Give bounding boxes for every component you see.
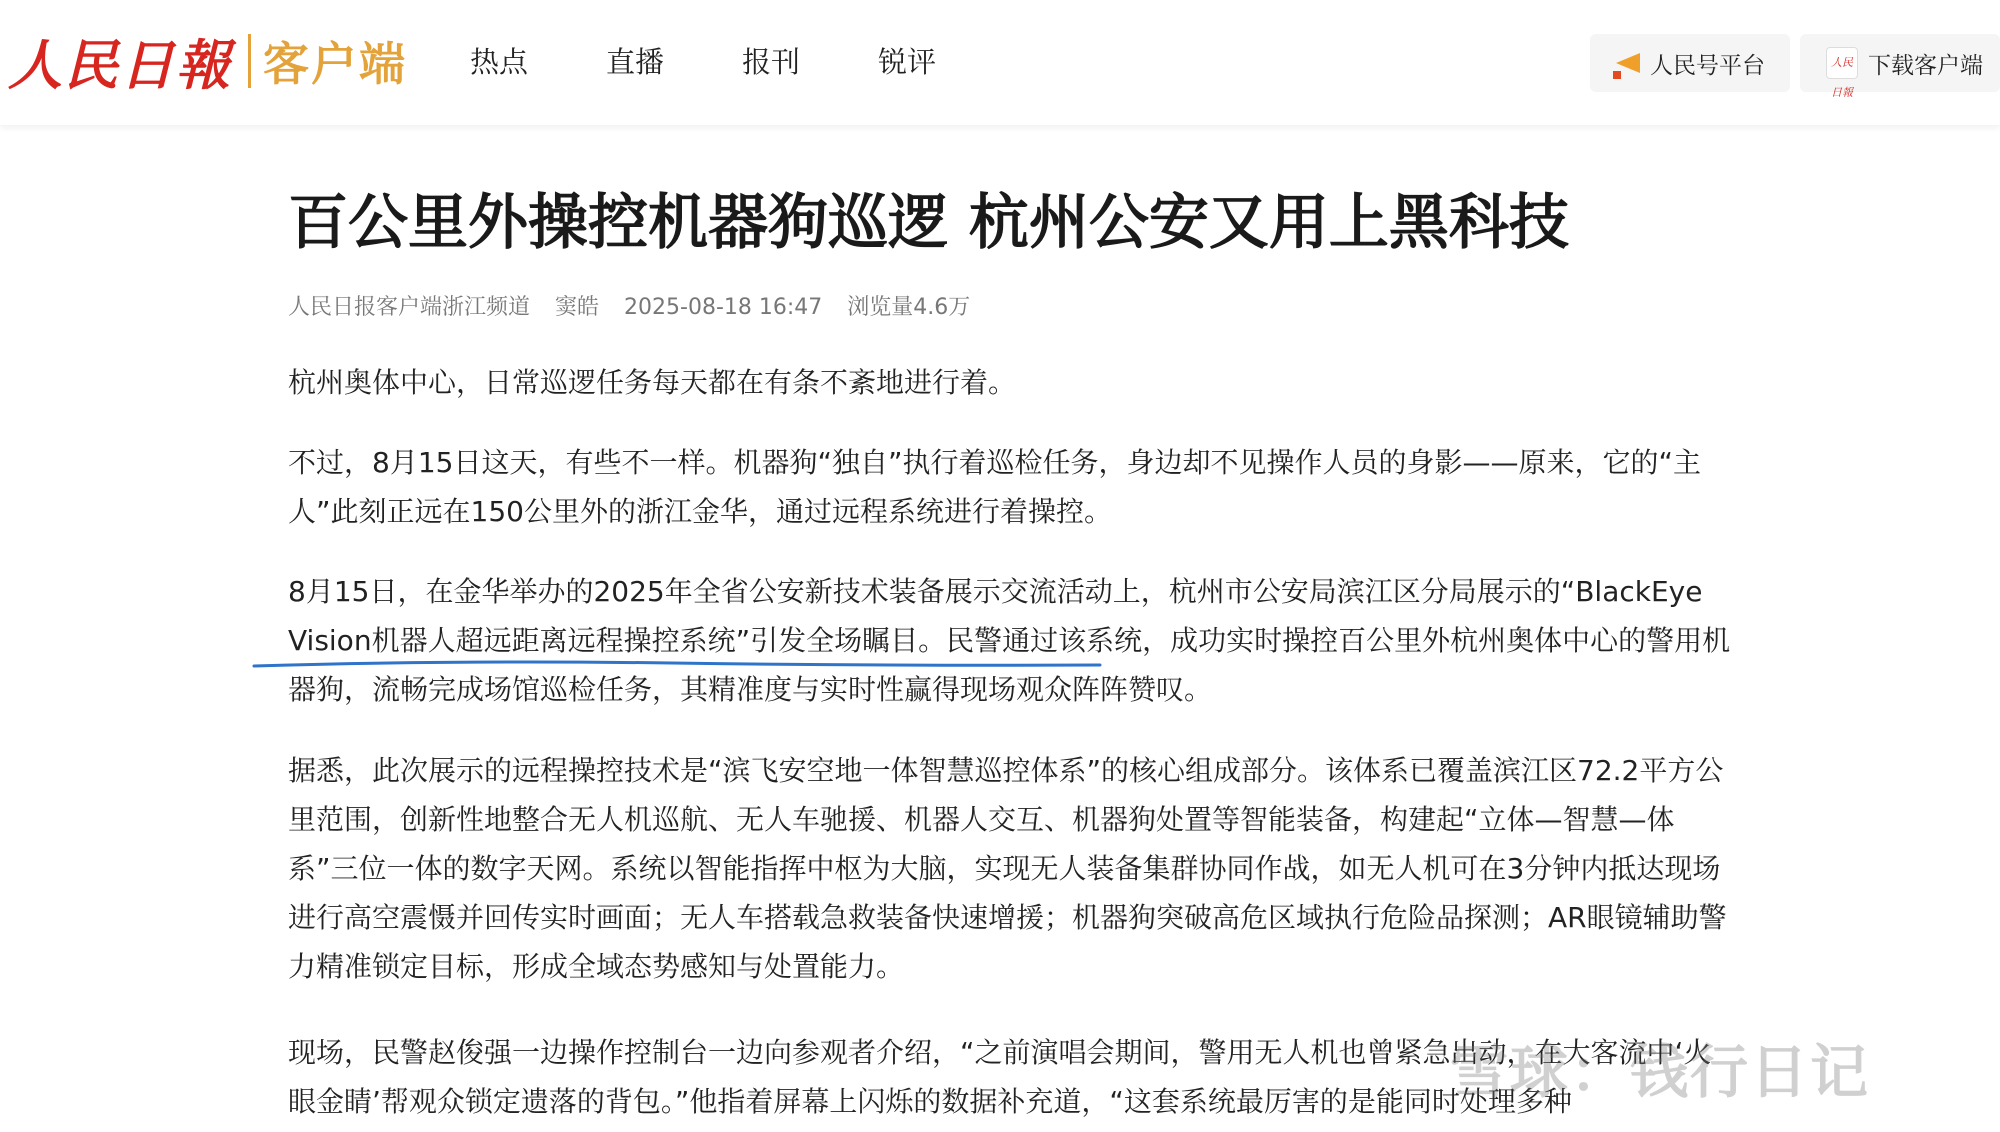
nav-item-live[interactable]: 直播 (606, 45, 665, 79)
logo-divider (248, 34, 251, 88)
app-icon: 人民日報 (1826, 47, 1858, 79)
top-header (0, 0, 2000, 125)
logo-main-text: 人民日報 (8, 32, 232, 97)
article-views: 浏览量4.6万 (847, 295, 971, 320)
download-button[interactable] (1800, 34, 2000, 99)
logo-sub-text: 客户端 (263, 37, 407, 91)
watermark: 雪球：钱行日记 (1450, 1038, 1871, 1106)
download-button-label: 下载客户端 (1868, 52, 1983, 79)
article-paragraph: 不过，8月15日这天，有些不一样。机器狗“独自”执行着巡检任务，身边却不见操作人员的身影——原来，它的“主人”此刻正远在150公里外的浙江金华，通过远程系统进行着操控。 (288, 446, 1701, 528)
main-nav (470, 40, 1014, 81)
nav-item-newspaper[interactable]: 报刊 (742, 45, 801, 79)
hand-drawn-underline (252, 658, 1102, 670)
article-author: 窦皓 (555, 295, 600, 320)
platform-button-label: 人民号平台 (1650, 52, 1765, 79)
nav-item-commentary[interactable]: 锐评 (878, 45, 937, 79)
article-title: 百公里外操控机器狗巡逻 杭州公安又用上黑科技 (288, 188, 1569, 258)
brand-logo[interactable] (8, 26, 407, 96)
platform-button[interactable] (1590, 34, 1790, 92)
nav-item-hot[interactable]: 热点 (470, 45, 529, 79)
megaphone-icon (1616, 53, 1640, 73)
article-meta (288, 290, 988, 321)
article-paragraph: 据悉，此次展示的远程操控技术是“滨飞安空地一体智慧巡控体系”的核心组成部分。该体系已覆盖滨江区72.2平方公里范围，创新性地整合无人机巡航、无人车驰援、机器人交互、机器狗处置等智能装备，构建起“立体—智慧—体系”三位一体的数字天网。系统以智能指挥中枢为大脑，实现无人装备集群协同作战，如无人机可在3分钟内抵达现场进行高空震慑并回传实时画面；无人车搭载急救装备快速增援；机器狗突破高危区域执行危险品探测；AR眼镜辅助警力精准锁定目标，形成全域态势感知与处置能力。 (288, 754, 1727, 983)
article-paragraph: 现场，民警赵俊强一边操作控制台一边向参观者介绍，“之前演唱会期间，警用无人机也曾紧急出动，在大客流中‘火眼金睛’帮观众锁定遗落的背包。”他指着屏幕上闪烁的数据补充道，“这套系统最厉害的是能同时处理多种 (288, 1036, 1712, 1118)
article-datetime: 2025-08-18 16:47 (624, 295, 823, 320)
article-paragraph: 杭州奥体中心，日常巡逻任务每天都在有条不紊地进行着。 (288, 366, 1017, 399)
article-paragraph: 8月15日，在金华举办的2025年全省公安新技术装备展示交流活动上，杭州市公安局滨江区分局展示的“BlackEye Vision机器人超远距离远程操控系统”引发全场瞩目。民警通过该系统，成功实时操控百公里外杭州奥体中心的警用机器狗，流畅完成场馆巡检任务，其精准度与实时性赢得现场观众阵阵赞叹。 (288, 575, 1731, 706)
article-source: 人民日报客户端浙江频道 (288, 295, 531, 320)
